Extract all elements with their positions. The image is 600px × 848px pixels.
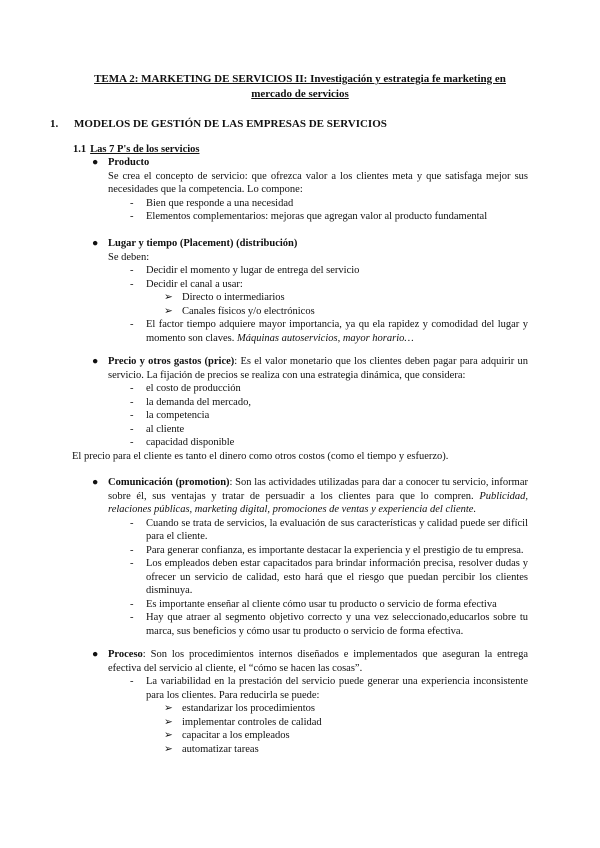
sub-list-item: ➢ capacitar a los empleados <box>164 730 290 741</box>
precio-description: : Es el valor monetario que los clientes deben pagar para adquirir un servicio. La fijación de precios se realiza con una estrategia dinámica, que considera: <box>108 356 528 381</box>
list-item: - Bien que responde a una necesidad <box>130 197 294 209</box>
dash-icon: - <box>130 544 134 556</box>
arrow-icon: ➢ <box>164 703 173 714</box>
dash-icon: - <box>130 319 134 330</box>
arrow-icon: ➢ <box>164 730 173 741</box>
precio-title: Precio y otros gastos (price) <box>108 356 235 367</box>
subsection-number: 1.1 <box>73 144 87 155</box>
list-item: - la competencia <box>130 410 210 421</box>
dash-icon: - <box>130 423 134 435</box>
section-heading <box>50 118 387 132</box>
section-title: MODELOS DE GESTIÓN DE LAS EMPRESAS DE SERVICIOS <box>74 118 387 130</box>
producto-block <box>92 156 528 224</box>
sub-list-item: ➢ automatizar tareas <box>164 743 259 755</box>
list-item: - La variabilidad en la prestación del servicio puede generar una experiencia inconsistente para los clientes. Para reducirla se puede: <box>130 676 528 701</box>
sub-list-item: ➢ Directo o intermediarios <box>164 292 285 303</box>
lugar-intro: Se deben: <box>108 251 150 263</box>
proceso-heading <box>92 648 528 675</box>
list-item: - capacidad disponible <box>130 437 235 448</box>
title-line-2: mercado de servicios <box>251 88 349 100</box>
arrow-icon: ➢ <box>164 743 173 755</box>
sub-list-item: ➢ Canales físicos y/o electrónicos <box>164 305 315 317</box>
list-item: - Decidir el momento y lugar de entrega del servicio <box>130 265 360 276</box>
producto-heading <box>92 156 528 170</box>
list-item: - El factor tiempo adquiere mayor importancia, ya qu ela rapidez y comodidad del lugar y momento son claves. Máquinas autoservicios, mayor horario… <box>130 319 528 344</box>
comunicacion-heading: ● Comunicación (promotion): Son las actividades utilizadas para dar a conocer tu servicio, informar sobre él, sus ventajas y tratar de persuadir a los clientes para que lo compren. Publicidad, relaciones públicas, marketing digital, promociones de ventas y experiencia del cliente. <box>92 477 529 515</box>
arrow-icon: ➢ <box>164 292 173 303</box>
proceso-description: : Son los procedimientos internos diseñados e implementados que aseguran la entrega efectiva del servicio al cliente, el “cómo se hacen las cosas”. <box>108 649 528 674</box>
title-line-1: TEMA 2: MARKETING DE SERVICIOS II: Investigación y estrategia fe marketing en <box>94 73 506 85</box>
list-item: - Hay que atraer al segmento objetivo correcto y una vez seleccionado,educarlos sobre tu marca, sus beneficios y cómo usar tu producto o servicio de forma efectiva. <box>130 612 528 637</box>
document-title <box>60 72 540 102</box>
dash-icon: - <box>130 278 134 290</box>
lugar-block <box>92 237 528 345</box>
arrow-icon: ➢ <box>164 716 173 728</box>
dash-icon: - <box>130 612 134 623</box>
dash-icon: - <box>130 517 134 529</box>
subsection-heading <box>73 143 200 157</box>
producto-title: Producto <box>108 157 150 168</box>
comunicacion-block <box>92 476 528 638</box>
bullet-icon: ● <box>92 157 99 168</box>
sub-list-item: ➢ estandarizar los procedimientos <box>164 703 315 714</box>
comunicacion-description: : Son las actividades utilizadas para dar a conocer tu servicio, informar sobre él, sus ventajas y tratar de persuadir a los clientes para que lo compren. <box>108 477 528 502</box>
list-item: - Elementos complementarios: mejoras que agregan valor al producto fundamental <box>130 211 488 222</box>
comunicacion-title: Comunicación (promotion) <box>108 477 230 488</box>
dash-icon: - <box>130 437 134 448</box>
dash-icon: - <box>130 396 134 408</box>
dash-icon: - <box>130 410 134 421</box>
dash-icon: - <box>130 265 134 276</box>
dash-icon: - <box>130 383 134 394</box>
arrow-icon: ➢ <box>164 305 173 317</box>
list-item: - al cliente <box>130 423 185 435</box>
proceso-title: Proceso <box>108 649 143 660</box>
bullet-icon: ● <box>92 477 99 488</box>
list-item: - Es importante enseñar al cliente cómo usar tu producto o servicio de forma efectiva <box>130 598 497 610</box>
lugar-title: Lugar y tiempo (Placement) (distribución) <box>108 238 298 249</box>
list-item: - Los empleados deben estar capacitados para brindar información precisa, resolver dudas y ofrecer un servicio de calidad, esto hará que el riesgo que puedan percibir los clientes disminuya. <box>130 558 528 596</box>
precio-heading <box>92 355 528 382</box>
dash-icon: - <box>130 598 134 610</box>
bullet-icon: ● <box>92 238 99 249</box>
list-item: - Decidir el canal a usar: <box>130 278 243 290</box>
list-item: - la demanda del mercado, <box>130 396 251 408</box>
sub-list-item: ➢ implementar controles de calidad <box>164 716 322 728</box>
list-item: - Para generar confianza, es importante destacar la experiencia y el prestigio de tu empresa. <box>130 544 524 556</box>
producto-description: Se crea el concepto de servicio: que ofrezca valor a los clientes meta y que satisfaga mejor sus necesidades que la competencia. Lo compone: <box>108 170 528 195</box>
precio-block <box>92 355 528 450</box>
list-item: - Cuando se trata de servicios, la evaluación de sus características y calidad puede ser difícil para el cliente. <box>130 517 528 542</box>
list-item: - el costo de producción <box>130 383 241 394</box>
dash-icon: - <box>130 558 134 569</box>
dash-icon: - <box>130 676 134 687</box>
section-number: 1. <box>50 118 59 130</box>
proceso-block <box>92 648 528 756</box>
precio-note: El precio para el cliente es tanto el dinero como otros costos (como el tiempo y esfuerzo). <box>72 451 449 462</box>
subsection-title: Las 7 P's de los servicios <box>90 144 200 155</box>
bullet-icon: ● <box>92 649 99 660</box>
dash-icon: - <box>130 197 134 209</box>
lugar-heading <box>92 237 528 251</box>
dash-icon: - <box>130 211 134 222</box>
bullet-icon: ● <box>92 356 99 367</box>
